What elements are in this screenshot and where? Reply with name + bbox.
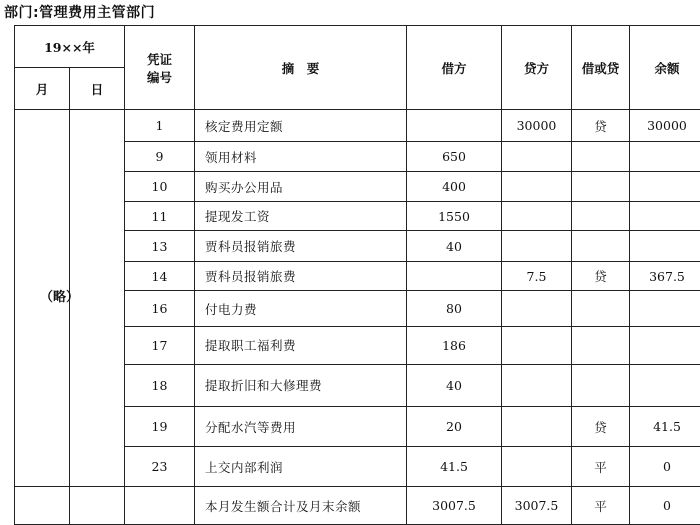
- page-title: 部门:管理费用主管部门: [4, 2, 155, 22]
- table-row: [15, 487, 700, 525]
- credit-cell: [502, 141, 572, 172]
- debit-cell: 650: [407, 141, 502, 172]
- direction-cell: [572, 327, 630, 365]
- debit-cell: 40: [407, 231, 502, 262]
- direction-header: 借或贷: [572, 26, 630, 110]
- direction-cell: [572, 201, 630, 230]
- credit-cell: [502, 447, 572, 487]
- debit-cell: [407, 261, 502, 290]
- summary-cell: 本月发生额合计及月末余额: [195, 487, 407, 525]
- balance-cell: 0: [630, 447, 700, 487]
- balance-cell: [630, 141, 700, 172]
- summary-cell: 提现发工资: [195, 201, 407, 230]
- credit-cell: [502, 172, 572, 201]
- direction-cell: [572, 231, 630, 262]
- credit-cell: 7.5: [502, 261, 572, 290]
- day-header: 日: [70, 68, 125, 110]
- summary-cell: 上交内部利润: [195, 447, 407, 487]
- balance-cell: [630, 291, 700, 327]
- voucher-number-cell: 11: [125, 201, 195, 230]
- voucher-number-cell: 16: [125, 291, 195, 327]
- voucher-header: [125, 26, 195, 110]
- balance-cell: [630, 327, 700, 365]
- balance-cell: 367.5: [630, 261, 700, 290]
- debit-header: 借方: [407, 26, 502, 110]
- voucher-header-line1: 凭证: [147, 52, 172, 67]
- balance-cell: [630, 364, 700, 406]
- credit-cell: [502, 201, 572, 230]
- debit-cell: 400: [407, 172, 502, 201]
- ledger-table: [14, 25, 700, 525]
- voucher-number-cell: 18: [125, 364, 195, 406]
- credit-cell: 3007.5: [502, 487, 572, 525]
- credit-cell: [502, 327, 572, 365]
- day-cell: [70, 487, 125, 525]
- credit-cell: 30000: [502, 110, 572, 142]
- summary-cell: 核定费用定额: [195, 110, 407, 142]
- debit-cell: 186: [407, 327, 502, 365]
- summary-cell: 提取职工福利费: [195, 327, 407, 365]
- credit-header: 贷方: [502, 26, 572, 110]
- balance-header: 余额: [630, 26, 700, 110]
- direction-cell: [572, 364, 630, 406]
- balance-cell: [630, 231, 700, 262]
- direction-cell: 贷: [572, 261, 630, 290]
- debit-cell: 80: [407, 291, 502, 327]
- summary-header: 摘 要: [195, 26, 407, 110]
- summary-cell: 贾科员报销旅费: [195, 231, 407, 262]
- voucher-number-cell: 13: [125, 231, 195, 262]
- direction-cell: 贷: [572, 407, 630, 447]
- date-group-header: 19××年: [15, 26, 125, 68]
- summary-cell: 领用材料: [195, 141, 407, 172]
- voucher-header-line2: 编号: [147, 70, 172, 85]
- month-cell: [15, 487, 70, 525]
- credit-cell: [502, 291, 572, 327]
- header-row-1: [15, 26, 700, 68]
- month-header: 月: [15, 68, 70, 110]
- voucher-number-cell: [125, 487, 195, 525]
- summary-cell: 贾科员报销旅费: [195, 261, 407, 290]
- balance-cell: 30000: [630, 110, 700, 142]
- voucher-number-cell: 17: [125, 327, 195, 365]
- debit-cell: 40: [407, 364, 502, 406]
- voucher-number-cell: 23: [125, 447, 195, 487]
- balance-cell: 41.5: [630, 407, 700, 447]
- summary-cell: 提取折旧和大修理费: [195, 364, 407, 406]
- balance-cell: 0: [630, 487, 700, 525]
- voucher-number-cell: 14: [125, 261, 195, 290]
- table-row: [15, 110, 700, 142]
- credit-cell: [502, 364, 572, 406]
- debit-cell: 3007.5: [407, 487, 502, 525]
- debit-cell: 41.5: [407, 447, 502, 487]
- summary-cell: 分配水汽等费用: [195, 407, 407, 447]
- debit-cell: 1550: [407, 201, 502, 230]
- direction-cell: 贷: [572, 110, 630, 142]
- direction-cell: [572, 141, 630, 172]
- omitted-note: （略）: [40, 286, 79, 305]
- summary-cell: 购买办公用品: [195, 172, 407, 201]
- direction-cell: 平: [572, 487, 630, 525]
- voucher-number-cell: 19: [125, 407, 195, 447]
- voucher-number-cell: 9: [125, 141, 195, 172]
- direction-cell: [572, 172, 630, 201]
- balance-cell: [630, 201, 700, 230]
- summary-cell: 付电力费: [195, 291, 407, 327]
- debit-cell: [407, 110, 502, 142]
- balance-cell: [630, 172, 700, 201]
- credit-cell: [502, 231, 572, 262]
- voucher-number-cell: 10: [125, 172, 195, 201]
- direction-cell: [572, 291, 630, 327]
- direction-cell: 平: [572, 447, 630, 487]
- voucher-number-cell: 1: [125, 110, 195, 142]
- debit-cell: 20: [407, 407, 502, 447]
- credit-cell: [502, 407, 572, 447]
